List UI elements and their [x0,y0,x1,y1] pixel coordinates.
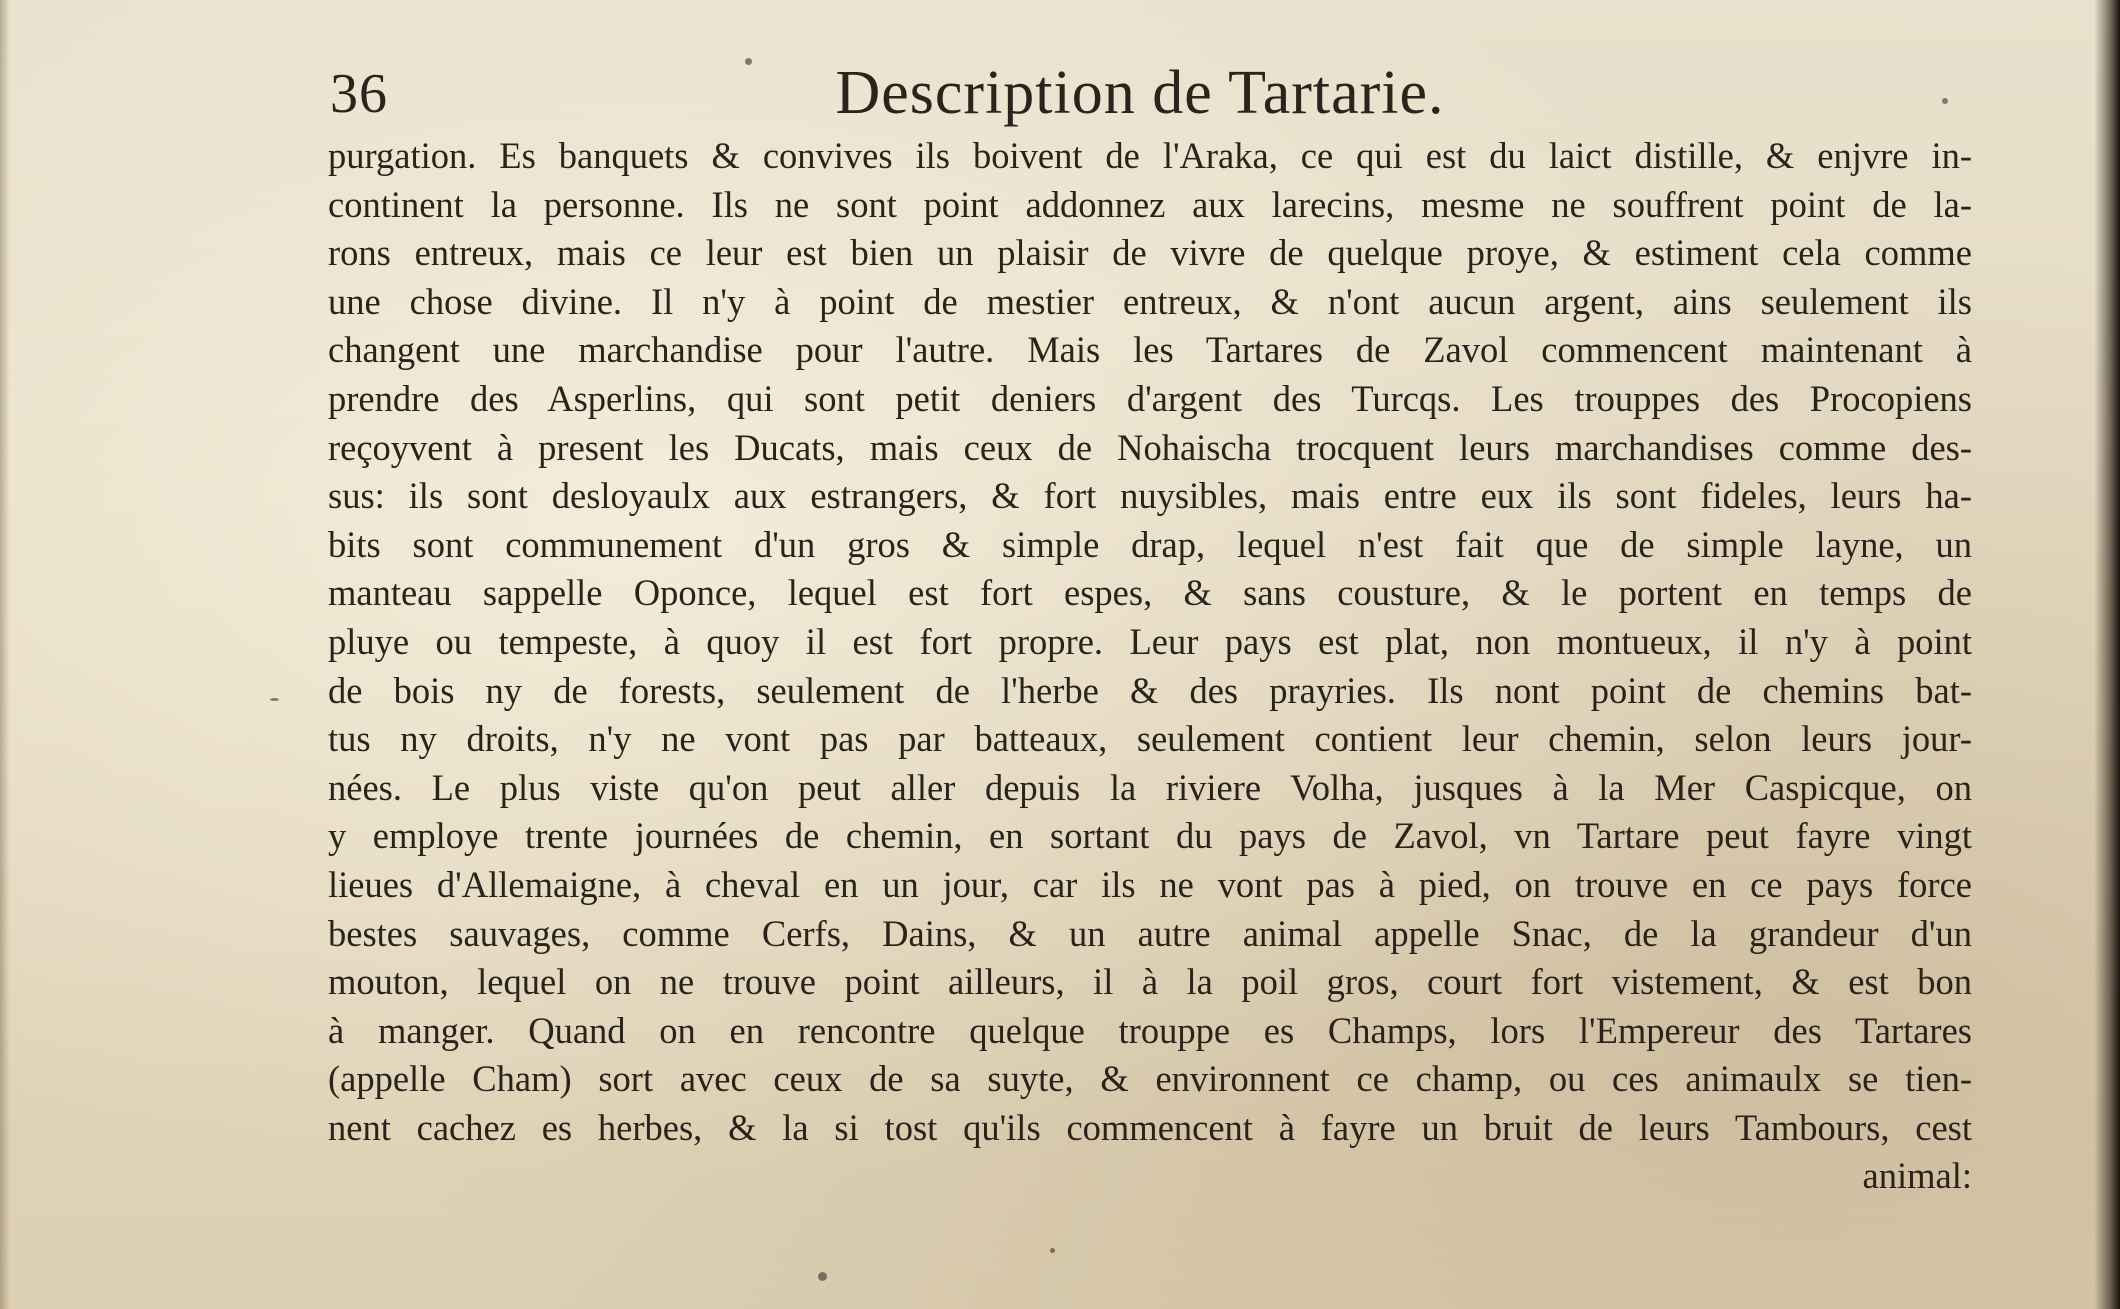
text-line-17: bestes sauvages, comme Cerfs, Dains, & un autre animal appelle Snac, de la grandeur d'un [328,912,1972,954]
ink-speck [745,58,752,65]
text-line-1: purgation. Es banquets & convives ils boivent de l'Araka, ce qui est du laict distille, & enjvre in- [328,135,1972,176]
text-line-11: pluye ou tempeste, à quoy il est fort propre. Leur pays est plat, non montueux, il n'y à point [328,620,1972,662]
text-line-15: y employe trente journées de chemin, en sortant du pays de Zavol, vn Tartare peut fayre vingt [328,815,1972,857]
ink-speck [1050,1248,1055,1253]
text-line-12: de bois ny de forests, seulement de l'herbe & des prayries. Ils nont point de chemins bat- [328,669,1972,711]
text-line-3: rons entreux, mais ce leur est bien un plaisir de vivre de quelque proye, & estiment cela comme [328,232,1972,274]
running-head-title: Description de Tartarie. [835,59,1445,127]
page-edge-shadow [0,0,10,1309]
text-line-7: reçoyvent à present les Ducats, mais ceux de Nohaischa trocquent leurs marchandises comme des- [328,426,1972,468]
text-line-9: bits sont communement d'un gros & simple drap, lequel n'est fait que de simple layne, un [328,523,1972,565]
page-number: 36 [330,63,388,125]
text-line-5: changent une marchandise pour l'autre. Mais les Tartares de Zavol commencent maintenant à [328,329,1972,371]
text-line-8: sus: ils sont desloyaulx aux estrangers, & fort nuysibles, mais entre eux ils sont fideles, leurs ha- [328,475,1972,517]
text-line-13: tus ny droits, n'y ne vont pas par batteaux, seulement contient leur chemin, selon leurs jour- [328,718,1972,760]
ink-speck [1942,98,1948,104]
text-line-4: une chose divine. Il n'y à point de mestier entreux, & n'ont aucun argent, ains seulement ils [328,280,1972,322]
text-line-19: à manger. Quand on en rencontre quelque trouppe es Champs, lors l'Empereur des Tartares [328,1009,1972,1051]
text-line-10: manteau sappelle Oponce, lequel est fort espes, & sans cousture, & le portent en temps de [328,572,1972,614]
text-line-18: mouton, lequel on ne trouve point ailleurs, il à la poil gros, court fort vistement, & est bon [328,961,1972,1003]
text-line-14: nées. Le plus viste qu'on peut aller depuis la riviere Volha, jusques à la Mer Caspicque, on [328,766,1972,808]
text-line-21: nent cachez es herbes, & la si tost qu'ils commencent à fayre un bruit de leurs Tambours, cest [328,1106,1972,1148]
text-line-6: prendre des Asperlins, qui sont petit deniers d'argent des Turcqs. Les trouppes des Procopiens [328,377,1972,419]
text-line-20: (appelle Cham) sort avec ceux de sa suyte, & environnent ce champ, ou ces animaulx se tien- [328,1058,1972,1100]
body-text [328,132,1972,1201]
text-line-16: lieues d'Allemaigne, à cheval en un jour, car ils ne vont pas à pied, on trouve en ce pays force [328,863,1972,905]
running-head [0,58,2120,129]
ink-speck [818,1272,827,1281]
catchword: animal: [1862,1155,1972,1197]
ink-speck [270,698,279,701]
text-line-2: continent la personne. Ils ne sont point addonnez aux larecins, mesme ne souffrent point de la- [328,183,1972,225]
page-gutter-shadow [2094,0,2120,1309]
